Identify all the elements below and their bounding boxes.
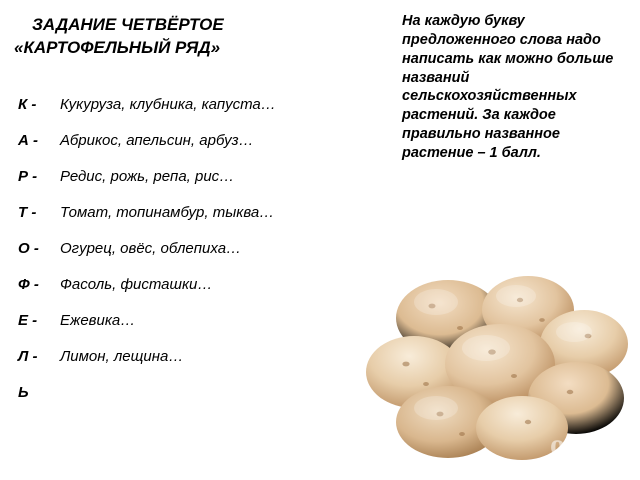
watermark: ot4W bbox=[550, 428, 624, 461]
list-item-letter: Е - bbox=[18, 312, 38, 329]
list-item-text: Огурец, овёс, облепиха… bbox=[60, 240, 242, 257]
list-item-text: Абрикос, апельсин, арбуз… bbox=[60, 132, 254, 149]
list-item-letter: Ь bbox=[18, 384, 29, 401]
list-item-text: Редис, рожь, репа, рис… bbox=[60, 168, 235, 185]
potatoes-photo bbox=[352, 252, 634, 470]
list-item bbox=[14, 384, 384, 420]
list-item-letter: А - bbox=[18, 132, 38, 149]
list-item bbox=[14, 348, 384, 384]
list-item bbox=[14, 276, 384, 312]
list-item-letter: Т - bbox=[18, 204, 37, 221]
list-item-text: Кукуруза, клубника, капуста… bbox=[60, 96, 276, 113]
list-item bbox=[14, 168, 384, 204]
letter-list bbox=[14, 96, 384, 420]
list-item bbox=[14, 132, 384, 168]
title-block bbox=[14, 14, 374, 60]
list-item bbox=[14, 312, 384, 348]
list-item-letter: Ф - bbox=[18, 276, 39, 293]
list-item-text: Лимон, лещина… bbox=[60, 348, 184, 365]
list-item bbox=[14, 240, 384, 276]
task-description: На каждую букву предложенного слова надо написать как можно больше названий сельскохозяйственных растений. За каждое правильно названное растение – 1 балл. bbox=[402, 13, 614, 161]
list-item-letter: Р - bbox=[18, 168, 38, 185]
title-line-2: «КАРТОФЕЛЬНЫЙ РЯД» bbox=[14, 37, 221, 57]
list-item-text: Ежевика… bbox=[60, 312, 136, 329]
list-item bbox=[14, 204, 384, 240]
list-item-letter: О - bbox=[18, 240, 39, 257]
title-line-1: ЗАДАНИЕ ЧЕТВЁРТОЕ bbox=[32, 15, 224, 34]
list-item-text: Фасоль, фисташки… bbox=[60, 276, 213, 293]
list-item-text: Томат, топинамбур, тыква… bbox=[60, 204, 275, 221]
list-item-letter: К - bbox=[18, 96, 37, 113]
list-item bbox=[14, 96, 384, 132]
list-item-letter: Л - bbox=[18, 348, 38, 365]
